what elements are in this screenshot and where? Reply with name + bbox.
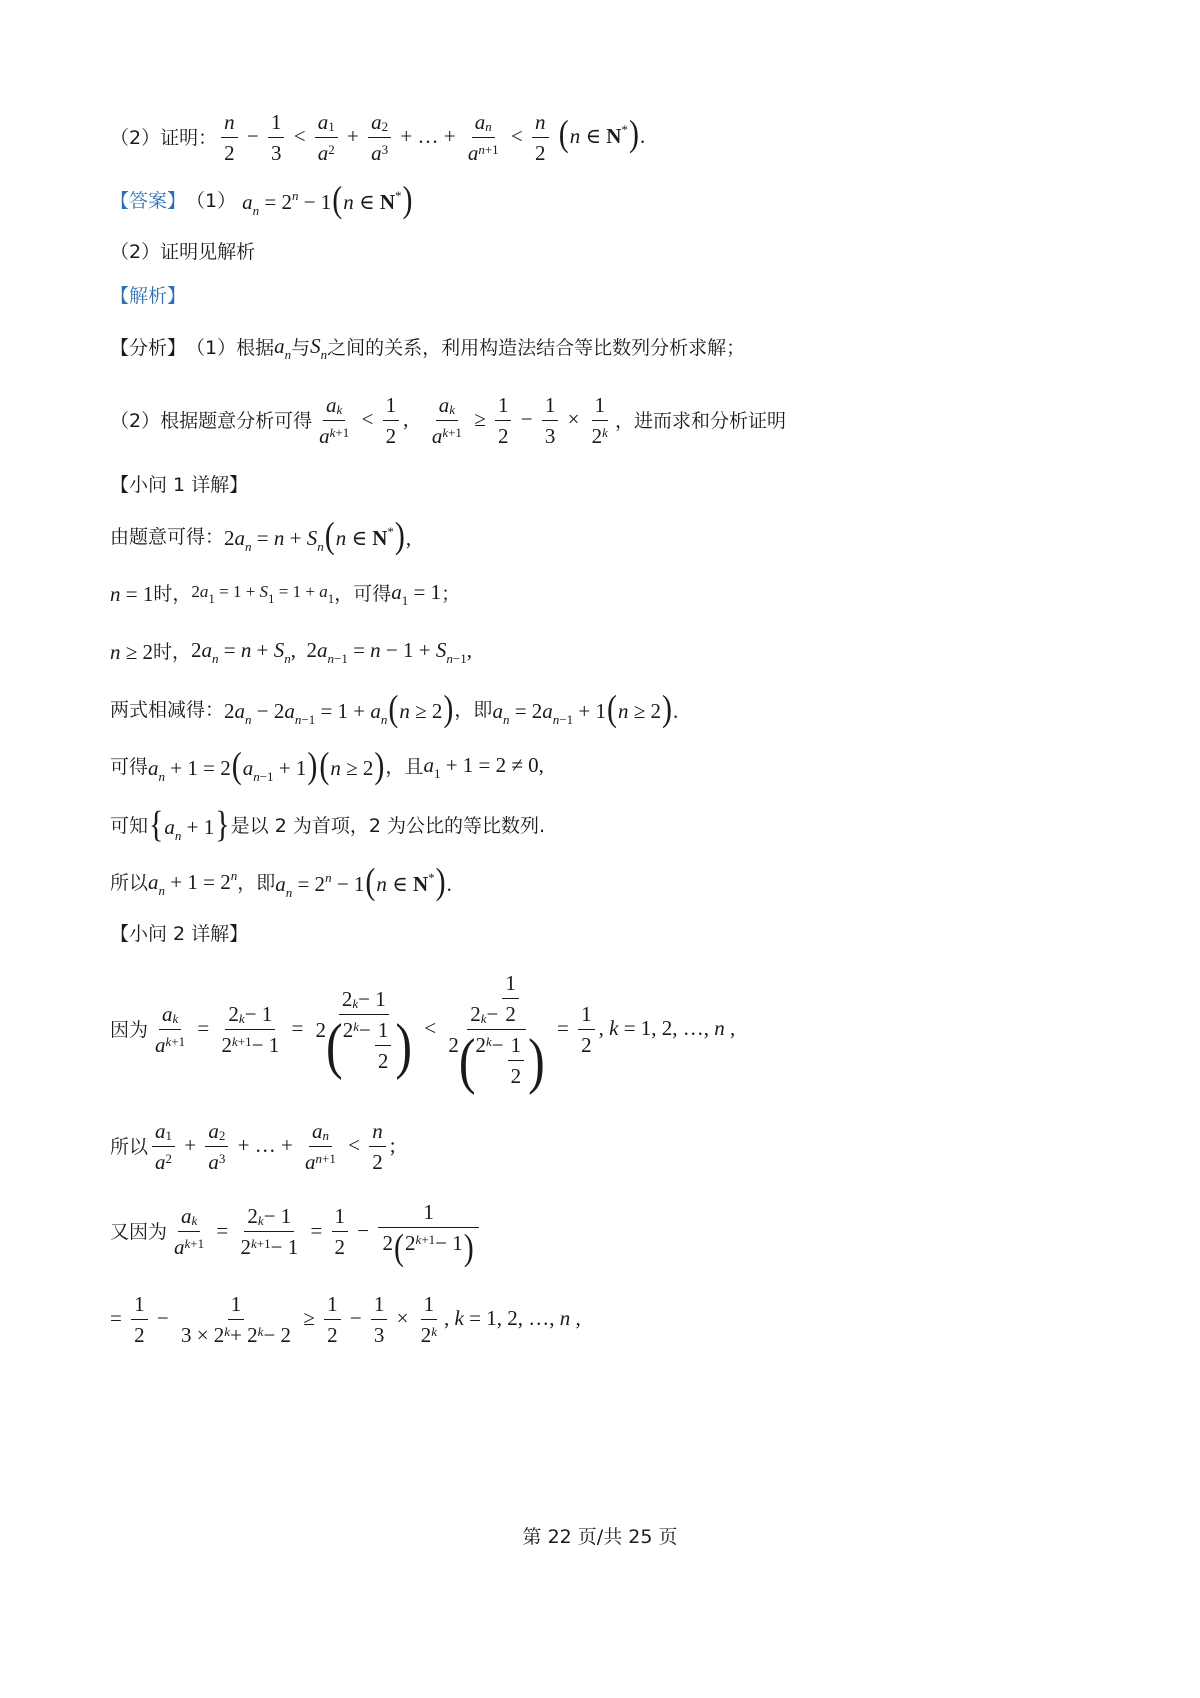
fenxi-line2: （2）根据题意分析可得 a k a k+1 < $\frac{1}{2}$ , a k a k+1 ≥ $\frac{1}{2}$ − $\frac{1}{3}$ × 1 2 k ，进而求和分析证明 [110,393,786,448]
answer-tag: 【答案】 [110,189,187,212]
problem-part2: （2）证明： $\frac{n}{2}$ − $\frac{1}{3}$ < a 1 a 2 + a 2 a 3 + … + a n a n+1 < $\frac{n}{2}$ (n ∈ N*). [110,110,646,165]
sub1-title: 【小问 1 详解】 [110,473,249,496]
page-footer: 第 22 页/共 25 页 [522,1526,678,1548]
sub2-line4: = $\frac{1}{2}$ − 1 3 × 2 k + 2 k − 2 ≥ $\frac{1}{2}$ − $\frac{1}{3}$ × 1 2 k , k = 1, 2, …, n , [110,1292,581,1347]
q2-label: （2）证明： [110,126,218,149]
answer-line: 【答案】 （1） $a_n = 2^n - 1(n$ ∈ N*) [110,178,413,220]
sub1-line5: 可得 $a_n + 1 = 2(a_{n-1} + 1)(n \ge 2)$ ，且 $a_1 + 1 = 2 \ne 0$, [110,744,544,786]
sub2-line2: 所以 a 1 a 2 + a 2 a 3 + … + a n a n+1 < $\frac{n}{2}$ ; [110,1119,396,1174]
sub1-line3: n ≥ 2 时， $2a_n = n + S_n$, $2a_{n-1} = n - 1 + S_{n-1}$, [110,637,472,666]
sub2-line3: 又因为 a k a k+1 = 2 k − 1 2 k+1 − 1 = $\frac{1}{2}$ − 1 2 ( 2 $^{k +1}$ − 1 ) [110,1200,1140,1264]
sub1-line4: 两式相减得： $2a_n - 2a_{n-1} = 1 + a_n(n \ge 2)$ ，即 $a_n = 2a_{n-1} + 1(n \ge 2)$. [110,687,679,729]
sub2-title: 【小问 2 详解】 [110,922,249,945]
sub1-line7: 所以 $a_n + 1 = 2^n$ ，即 $a_n = 2^n - 1(n$ ∈ N*). [110,860,452,902]
sub2-line1: 因为 a k a k+1 = 2 k − 1 2 k+1 − 1 = 2 k − 1 2 ( 2 $^k$ − $\frac{1}{2}$ ) < 2 k − $\frac{1}{2}$ 2 ( 2 $^k$ − $\frac{1}{2}$ ) = $\frac{1}{2}$ , k = 1, 2, …, n , [110,971,736,1095]
sub1-line1: 由题意可得： $2a_n = n + S_n(n$ ∈ N*), [110,514,412,556]
answer-part1-label: （1） [186,189,237,212]
sub1-line2: n = 1 时， $2a_1 = 1 + S_1 = 1 + a_1$ ，可得 $a_1 = 1$ ； [110,579,461,608]
fenxi-line1: 【分析】 （1）根据 $a_n$ 与 $S_n$ 之间的关系，利用构造法结合等比数列分析求解； [110,333,746,362]
analysis-tag: 【解析】 [110,284,187,307]
answer-part2: （2）证明见解析 [110,240,256,263]
sub1-line6: 可知 $\{a_n + 1\}$ 是以 2 为首项，2 为公比的等比数列. [110,803,546,845]
